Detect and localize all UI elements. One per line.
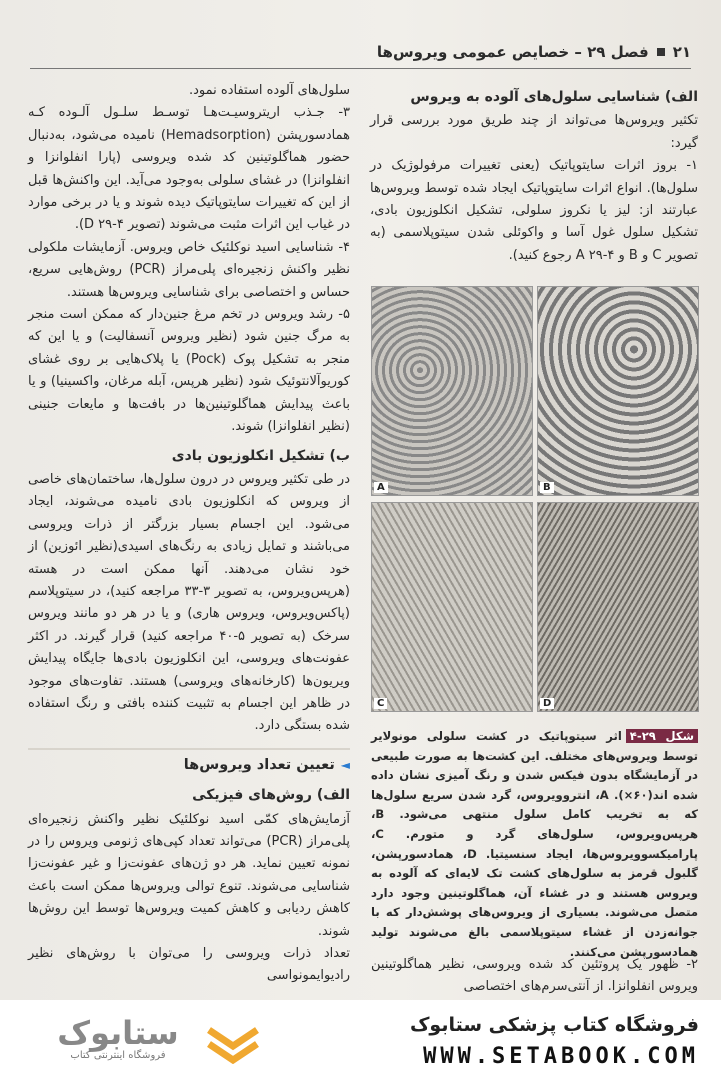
micrograph-panel-d — [537, 502, 699, 712]
chapter-title: فصل ۲۹ – خصایص عمومی ویروس‌ها — [376, 43, 649, 61]
section-heading: الف) شناسایی سلول‌های آلوده به ویروس — [410, 89, 698, 105]
store-url-link[interactable]: WWW.SETABOOK.COM — [423, 1044, 699, 1069]
section-title: تعیین تعداد ویروس‌ها — [183, 756, 335, 773]
paragraph: ۳- جـذب اریتروسیـت‌هـا توسـط سلـول آلـوده کـه همادسورپشن (Hemadsorption) نامیده می‌شود، به‌دنبال حضور هماگلوتینین کد شده ویروسی (پارا انفلوانزا و انفلوانزا) در غشای سلولی به‌وجود می‌آید. این واکنش‌ها قبل از این که تغییرات سایتوپاتیک دیده شوند و یا در برخی موارد در غیاب این اثرات مثبت می‌شوند (تصویر D ۲۹-۴). — [28, 105, 350, 233]
figure-tag: شکل ۲۹-۴ — [626, 729, 698, 743]
paragraph: سلول‌های آلوده استفاده نمود. — [189, 83, 350, 98]
micrograph-panel-c — [371, 502, 533, 712]
panel-label: B — [540, 482, 554, 493]
paragraph: تکثیر ویروس‌ها می‌تواند از چند طریق مورد بررسی قرار گیرد: — [370, 113, 698, 151]
micrograph-panel-b — [537, 286, 699, 496]
paragraph: ۲- ظهور یک پروتئین کد شده ویروسی، نظیر هماگلوتینین ویروس انفلوانزا. از آنتی‌سرم‌های اختصاصی — [371, 957, 698, 994]
caption-text: اثر سیتوپاتیک در کشت سلولی مونولایر توسط ویروس‌های مختلف. این کشت‌ها به صورت طبیعی در آزمایشگاه بدون فیکس شدن و رنگ آمیزی نشان داده شده اند(۶۰×). A، انتروویروس، گرد شدن سریع سلول‌ها که به تخریب کامل سلول منتهی می‌شود. B، هرپس‌ویروس، سلول‌های گرد و متورم. C، پارامیکسوویروس‌ها، ایجاد سنسیتیا. D، همادسورپشن، گلبول قرمز به سلول‌های کشت تک لایه‌ای که آلوده به ویروس هستند و در غشاء آن، هماگلوتینین وجود دارد متصل می‌شوند. بسیاری از ویروس‌های پوشش‌دار که با جوانه‌زدن از غشاء سیتوپلاسمی بالغ می‌شوند تولید همادسورپشن می‌کنند. — [371, 729, 698, 959]
store-logo — [38, 1014, 198, 1061]
section-heading: ب) تشکیل انکلوزیون بادی — [171, 447, 350, 464]
paragraph: ۴- شناسایی اسید نوکلئیک خاص ویروس. آزمایشات ملکولی نظیر واکنش زنجیره‌ای پلی‌مراز (PCR) روش‌هایی سریع، حساس و اختصاصی برای شناسایی ویروس‌ها هستند. — [28, 239, 350, 300]
page-header — [30, 40, 691, 64]
subsection-heading: الف) روش‌های فیزیکی — [192, 787, 350, 804]
paragraph: ۵- رشد ویروس در تخم مرغ جنین‌دار که ممکن است منجر به مرگ جنین شود (نظیر ویروس آنسفالیت) و یا این که منجر به تشکیل پوک (Pock) یا پلاک‌هایی بر روی غشای کوریوآلانتوئیک شود (نظیر هرپس، آبله مرغان، واکسینیا) و یا باعث پیدایش هماگلوتینین‌ها در بافت‌ها و مایعات جنینی (نظیر انفلوانزا) شوند. — [28, 307, 350, 435]
chevron-logo-icon — [205, 1026, 261, 1064]
header-divider — [30, 68, 691, 69]
store-name: فروشگاه کتاب پزشکی ستابوک — [409, 1014, 699, 1036]
micrograph-figure — [371, 286, 698, 711]
panel-label: C — [374, 698, 387, 709]
panel-label: D — [540, 698, 554, 709]
paragraph: آزمایش‌های کمّی اسید نوکلئیک نظیر واکنش زنجیره‌ای پلی‌مراز (PCR) می‌تواند تعداد کپی‌های ژنومی ویروس را در نمونه تعیین نماید. هر دو ژن‌های عفونت‌زا و غیر عفونت‌زا شناسایی می‌شوند. تنوع توالی ویروس‌ها ممکن است باعث کاهش ردیابی و کاهش کمیت ویروس‌ها توسط این روش‌ها شوند. — [28, 811, 350, 939]
left-column — [28, 80, 350, 988]
square-bullet-icon — [657, 48, 665, 56]
paragraph: در طی تکثیر ویروس در درون سلول‌ها، ساختمان‌های خاصی از ویروس که انکلوزیون بادی نامیده می‌شوند، ایجاد می‌شود. این اجسام بسیار بزرگتر از ذرات ویروسی می‌باشند و تمایل زیادی به رنگ‌های اسیدی(نظیر ائوزین) از خود نشان می‌دهند. آنها ممکن است در هسته (هرپس‌ویروس، به تصویر ۳-۳۳ مراجعه کنید)، در سیتوپلاسم (پاکس‌ویروس، ویروس هاری) و یا در هر دو مانند ویروس سرخک (به تصویر ۵-۴۰ مراجعه کنید) قرار گیرند. در اکثر عفونت‌های ویروسی، این انکلوزیون بادی‌ها جایگاه پیدایش ویریون‌ها (کارخانه‌های ویروسی) هستند. تفاوت‌های موجود در ظاهر این اجسام به تثبیت کننده بافتی و رنگ استفاده شده بستگی دارد. — [28, 471, 350, 734]
section-heading — [28, 748, 350, 778]
panel-label: A — [374, 482, 388, 493]
paragraph: ۱- بروز اثرات سایتوپاتیک (یعنی تغییرات مرفولوژیک در سلول‌ها). انواع اثرات سایتوپاتیک ایجاد شده توسط ویروس‌ها عبارتند از: لیز یا نکروز سلولی، تشکیل انکلوزیون بادی، تشکیل سلول غول آسا و واکوئلی شدن سیتوپلاسمی (به تصویر C و B و A ۲۹-۴ رجوع کنید). — [370, 158, 698, 263]
micrograph-panel-a — [371, 286, 533, 496]
figure-caption — [371, 727, 698, 962]
store-banner[interactable] — [0, 1000, 721, 1080]
triangle-bullet-icon: ◄ — [340, 757, 350, 772]
paragraph: تعداد ذرات ویروسی را می‌توان با روش‌های نظیر رادیوایمونواسی — [28, 946, 350, 984]
right-column — [370, 80, 698, 267]
logo-wordmark: ستابوک — [57, 1014, 179, 1052]
page-number: ۲۱ — [672, 43, 691, 61]
logo-subtitle: فروشگاه اینترنتی کتاب — [70, 1050, 166, 1061]
